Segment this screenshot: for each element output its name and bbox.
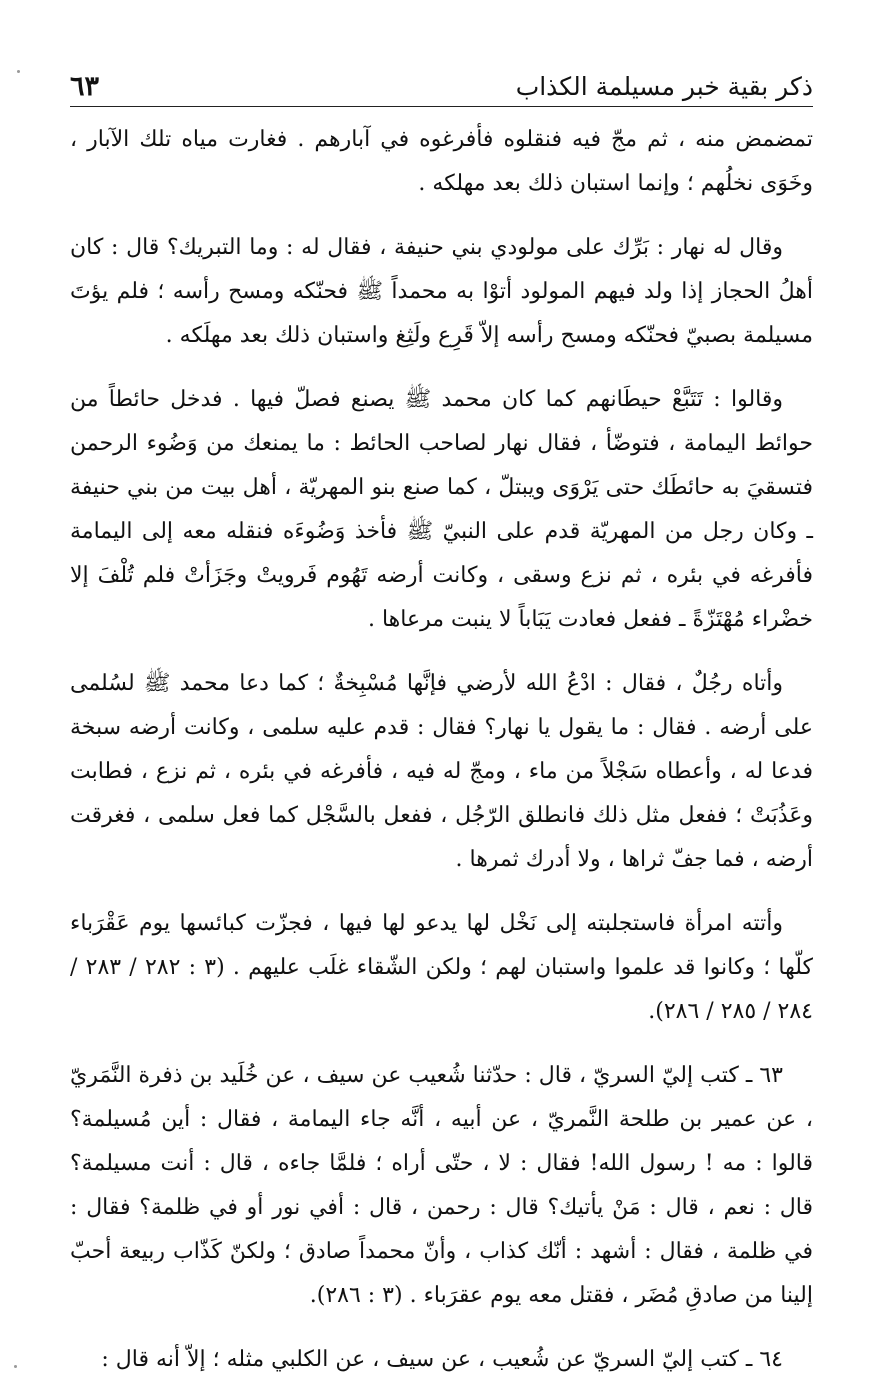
paragraph: وأتته امرأة فاستجلبته إلى نَخْل لها يدعو لها فيها ، فجزّت كبائسها يوم عَقْرَباء كلّها ؛ وكانوا قد علموا واستبان لهم ؛ ولكن الشّقاء غلَب عليهم . (٣ : ٢٨٢ / ٢٨٣ / ٢٨٤ / ٢٨٥ / ٢٨٦). — [70, 911, 814, 1024]
paragraph: ٦٤ ـ كتب إليّ السريّ عن شُعيب ، عن سيف ، عن الكلبي مثله ؛ إلاّ أنه قال : — [101, 1347, 783, 1372]
body-text — [70, 118, 813, 1400]
page-header — [70, 62, 813, 107]
paragraph: تمضمض منه ، ثم مجّ فيه فنقلوه فأفرغوه في آبارهم . فغارت مياه تلك الآبار ، وخَوَى نخلُهم ؛ وإنما استبان ذلك بعد مهلكه . — [70, 127, 813, 196]
paragraph: وقال له نهار : بَرِّك على مولودي بني حنيفة ، فقال له : وما التبريك؟ قال : كان أهلُ الحجاز إذا ولد فيهم المولود أتوْا به محمداً ﷺ فحنّكه ومسح رأسه ؛ فلم يؤتَ مسيلمة بصبيّ فحنّكه ومسح رأسه إلاّ قَرِع ولَثِغ واستبان ذلك بعد مهلَكه . — [70, 235, 813, 348]
paragraph: وأتاه رجُلٌ ، فقال : ادْعُ الله لأرضي فإنَّها مُسْبِخةٌ ؛ كما دعا محمد ﷺ لسُلمى على أرضه . فقال : ما يقول يا نهار؟ فقال : قدم عليه سلمى ، وكانت أرضه سبخة فدعا له ، وأعطاه سَجْلاً من ماء ، ومجّ له فيه ، فأفرغه في بئره ، ثم نزع ، فطابت وعَذُبَتْ ؛ ففعل مثل ذلك فانطلق الرّجُل ، ففعل بالسَّجْل كما فعل سلمى ، فغرقت أرضه ، فما جفّ ثراها ، ولا أدرك ثمرها . — [70, 671, 814, 872]
scan-speck — [17, 70, 20, 73]
paragraph: وقالوا : تَتَبَّعْ حيطَانهم كما كان محمد ﷺ يصنع فصلّ فيها . فدخل حائطاً من حوائط اليمامة ، فتوضّأ ، فقال نهار لصاحب الحائط : ما يمنعك من وَضُوء الرحمن فتسقيَ به حائطَك حتى يَرْوَى ويبتلّ ، كما صنع بنو المهريّة ، أهل بيت من بني حنيفة ـ وكان رجل من المهريّة قدم على النبيّ ﷺ فأخذ وَضُوءَه فنقله معه إلى اليمامة فأفرغه في بئره ، ثم نزع وسقى ، وكانت أرضه تَهُوم فَرويتْ وجَزَأتْ فلم تُلْفَ إلا خضْراء مُهْتَزّةً ـ ففعل فعادت يَبَاباً لا ينبت مرعاها . — [70, 387, 813, 632]
running-title: ذكر بقية خبر مسيلمة الكذاب — [515, 72, 813, 101]
paragraph: ٦٣ ـ كتب إليّ السريّ ، قال : حدّثنا شُعيب عن سيف ، عن خُلَيد بن ذفرة النَّمَريّ ، عن عمير بن طلحة النَّمريّ ، عن أبيه ، أنَّه جاء اليمامة ، فقال : أين مُسيلمة؟ قالوا : مه ! رسول الله! فقال : لا ، حتّى أراه ؛ فلمَّا جاءه ، قال : أنت مسيلمة؟ قال : نعم ، قال : مَنْ يأتيك؟ قال : رحمن ، قال : أفي نور أو في ظلمة؟ فقال : في ظلمة ، فقال : أشهد : أنّك كذاب ، وأنّ محمداً صادق ؛ ولكنّ كَذّاب ربيعة أحبّ إلينا من صادقِ مُضَر ، فقتل معه يوم عقرَباء . (٣ : ٢٨٦). — [70, 1063, 813, 1308]
scan-speck — [14, 1365, 17, 1368]
page-number: ٦٣ — [70, 71, 100, 102]
